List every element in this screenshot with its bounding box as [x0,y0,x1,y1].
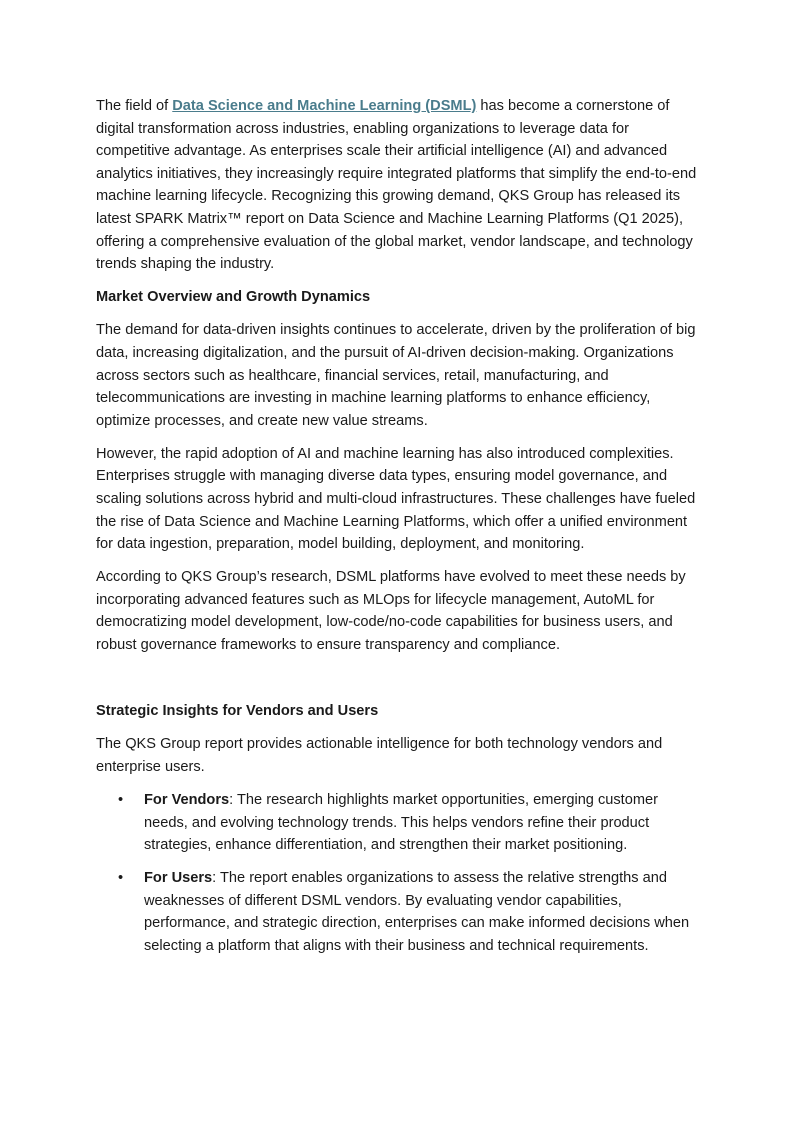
insights-bullet-list [96,789,702,958]
strategic-insights-heading: Strategic Insights for Vendors and Users [96,703,379,720]
section-spacer [96,667,702,700]
market-paragraph-3: According to QKS Group’s research, DSML platforms have evolved to meet these needs by incorporating advanced features such as MLOps for lifecycle management, AutoML for democratizing model development, low-code/no-code capabilities for business users, and robust governance frameworks to ensure transparency and compliance. [96,569,686,654]
bullet-label-vendors: For Vendors [144,791,230,808]
intro-paragraph [96,95,702,276]
document-page [96,95,702,968]
bullet-label-users: For Users [144,870,213,887]
list-item [96,867,702,957]
insights-intro-paragraph: The QKS Group report provides actionable intelligence for both technology vendors and enterprise users. [96,736,663,775]
intro-suffix: has become a cornerstone of digital transformation across industries, enabling organizations to leverage data for competitive advantage. As enterprises scale their artificial intelligence (AI) and advanced analytics initiatives, they increasingly require integrated platforms that simplify the end-to-end machine learning lifecycle. Recognizing this growing demand, QKS Group has released its latest SPARK Matrix™ report on Data Science and Machine Learning Platforms (Q1 2025), offering a comprehensive evaluation of the global market, vendor landscape, and technology trends shaping the industry. [96,98,697,273]
bullet-text-vendors: : The research highlights market opportunities, emerging customer needs, and evolving technology trends. This helps vendors refine their product strategies, enhance differentiation, and strengthen their market positioning. [144,791,658,854]
list-item [96,789,702,857]
intro-prefix: The field of [96,98,173,114]
market-overview-heading: Market Overview and Growth Dynamics [96,289,371,306]
bullet-marker: • [118,870,124,887]
bullet-text-users: : The report enables organizations to assess the relative strengths and weaknesses of different DSML vendors. By evaluating vendor capabilities, performance, and strategic direction, enterprises can make informed decisions when selecting a platform that aligns with their business and technical requirements. [144,870,690,954]
market-paragraph-1: The demand for data-driven insights continues to accelerate, driven by the proliferation of big data, increasing digitalization, and the pursuit of AI-driven decision-making. Organizations across sectors such as healthcare, financial services, retail, manufacturing, and telecommunications are investing in machine learning platforms to enhance efficiency, optimize processes, and create new value streams. [96,322,696,429]
bullet-marker: • [118,791,124,808]
market-paragraph-2: However, the rapid adoption of AI and machine learning has also introduced complexities. Enterprises struggle with managing diverse data types, ensuring model governance, and scaling solutions across hybrid and multi-cloud infrastructures. These challenges have fueled the rise of Data Science and Machine Learning Platforms, which offer a unified environment for data ingestion, preparation, model building, deployment, and monitoring. [96,445,696,553]
dsml-link[interactable]: Data Science and Machine Learning (DSML) [172,98,477,114]
